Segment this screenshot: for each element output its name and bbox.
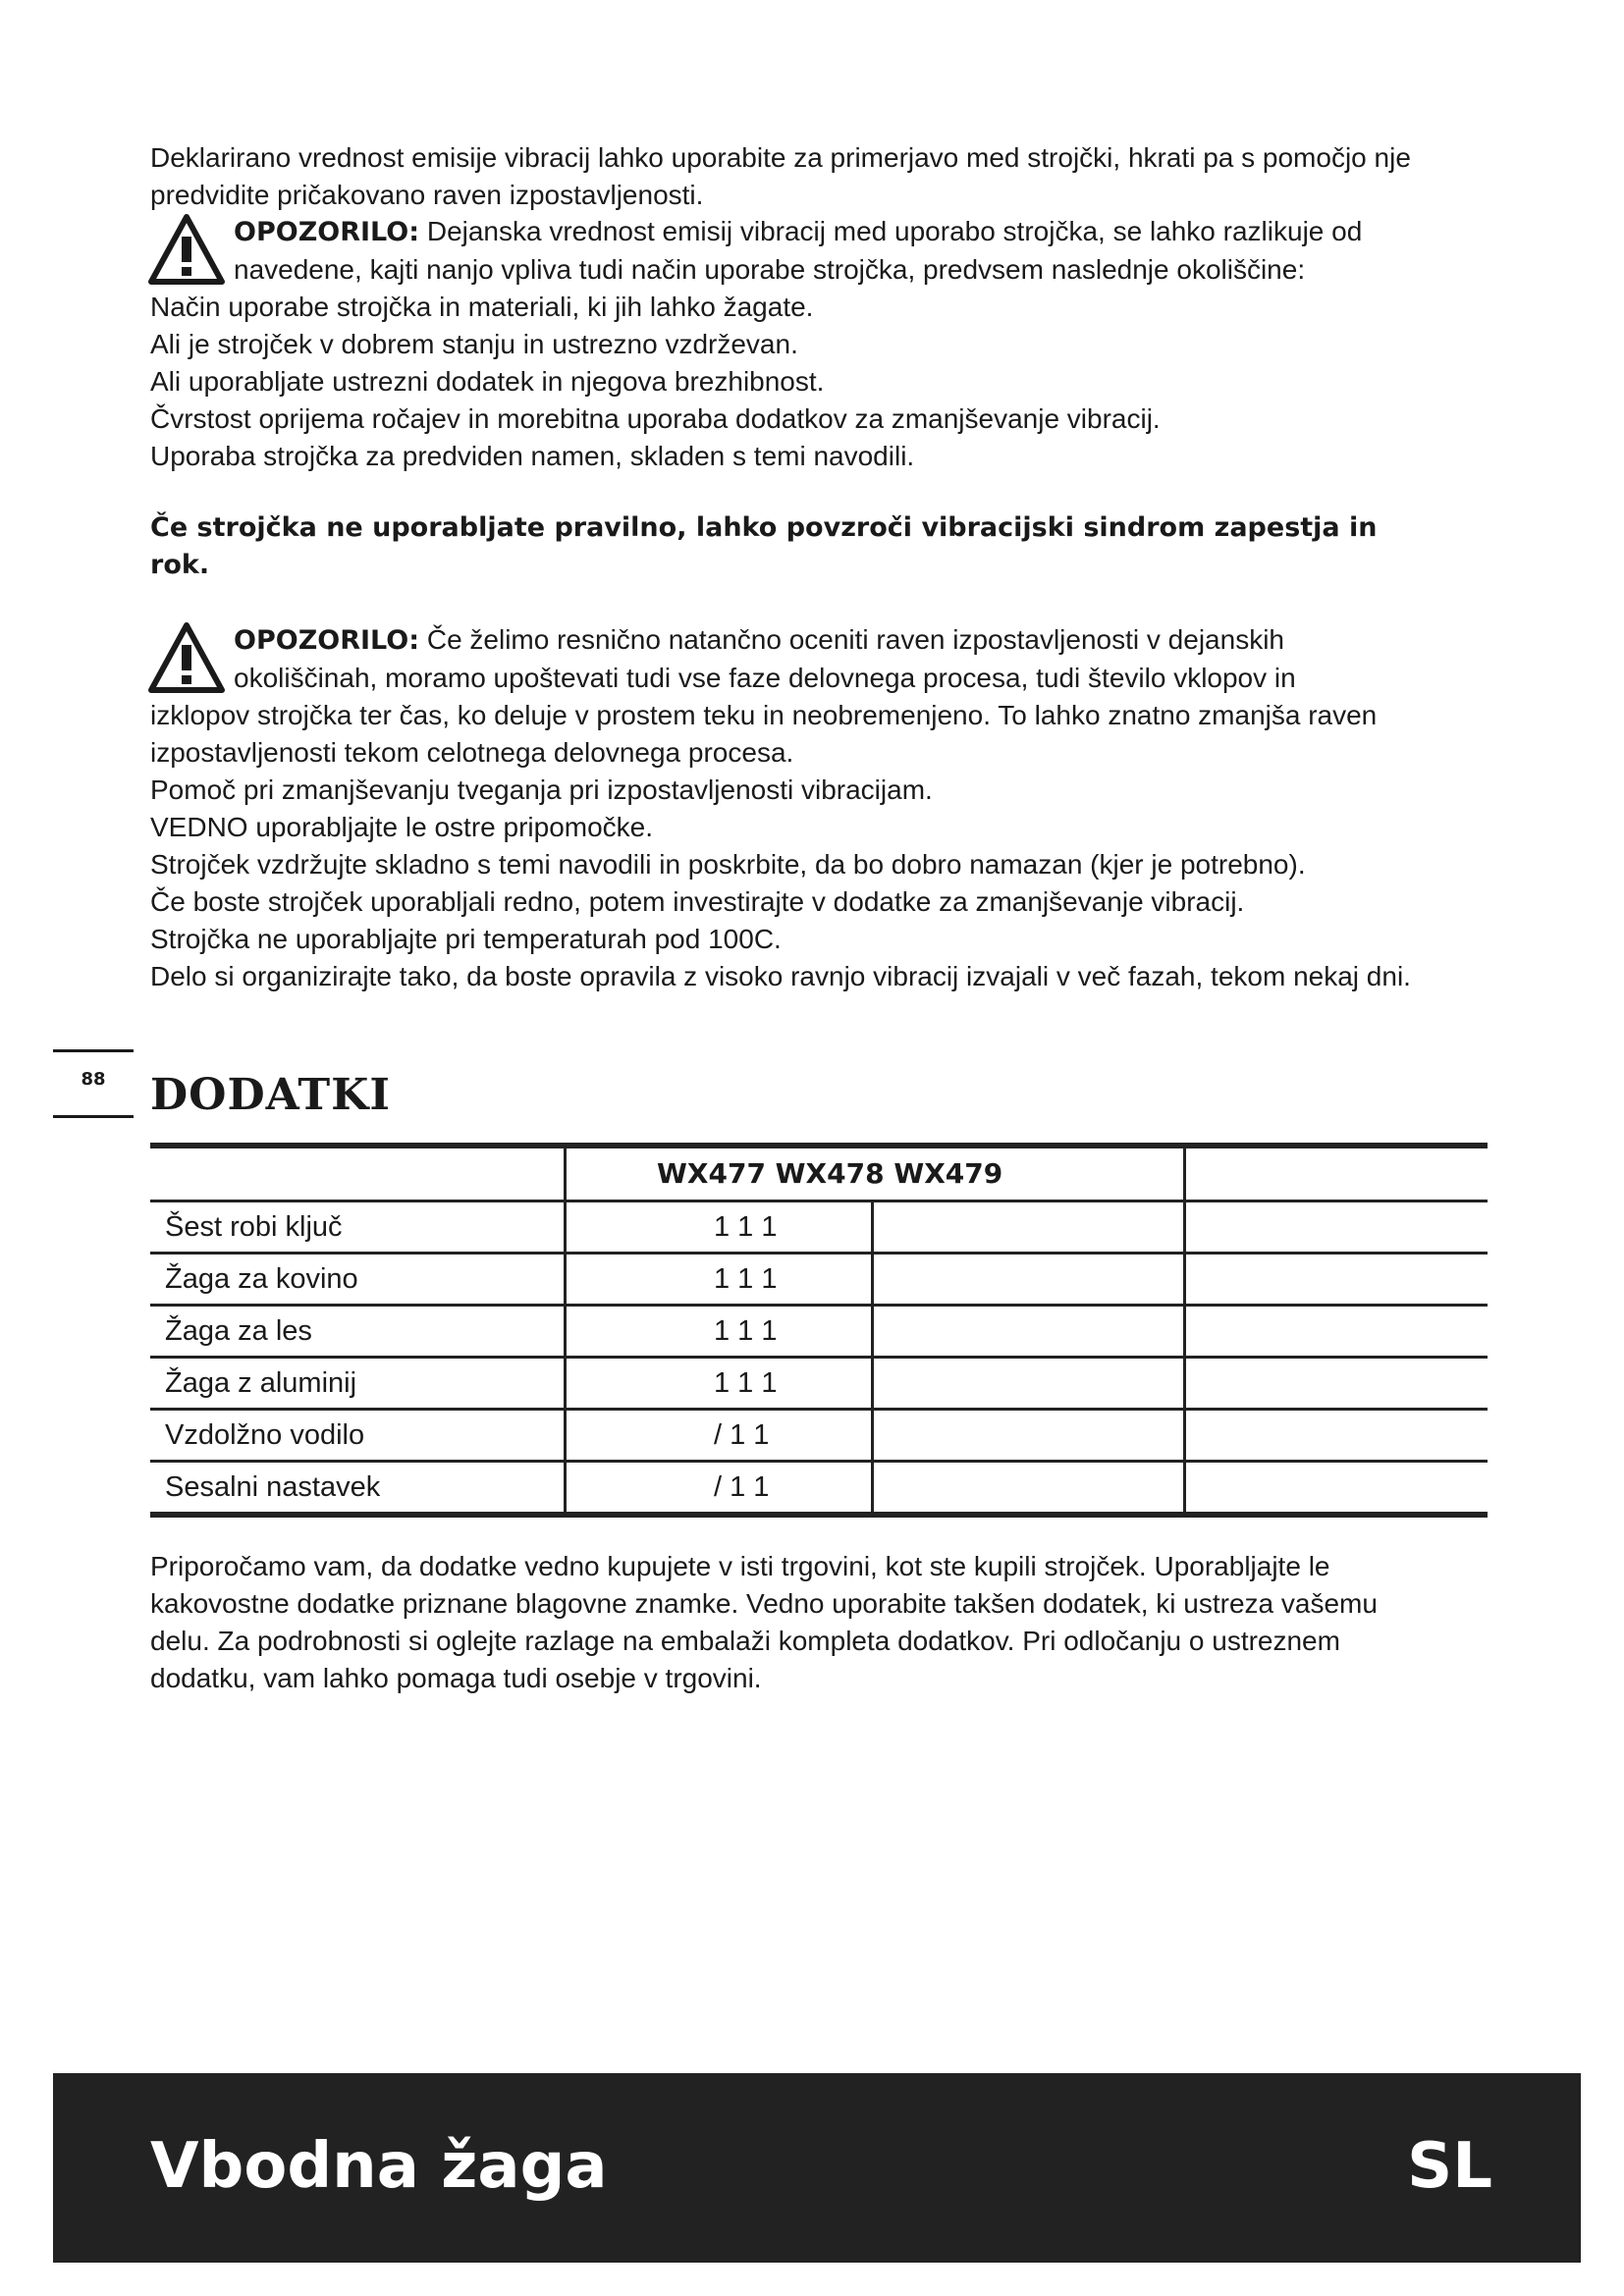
text-line: Deklarirano vrednost emisije vibracij lahko uporabite za primerjavo med strojčki, hkrati pa s pomočjo nje <box>150 142 1411 173</box>
table-row <box>150 1306 1488 1358</box>
table-cell <box>1185 1358 1489 1410</box>
footer-title: Vbodna žaga <box>150 2130 608 2203</box>
page-number: 88 <box>81 1069 106 1090</box>
table-cell <box>1185 1410 1489 1462</box>
table-row <box>150 1410 1488 1462</box>
text-line: Če boste strojček uporabljali redno, potem investirajte v dodatke za zmanjševanje vibracij. <box>150 886 1245 917</box>
divider <box>53 1115 134 1118</box>
text-line: izpostavljenosti tekom celotnega delovnega procesa. <box>150 737 794 768</box>
table-cell <box>873 1410 1185 1462</box>
table-cell <box>873 1462 1185 1516</box>
accessory-quantity: 1 1 1 <box>714 1210 778 1243</box>
text-line: Delo si organizirajte tako, da boste opravila z visoko ravnjo vibracij izvajali v več fazah, tekom nekaj dni. <box>150 961 1411 991</box>
table-cell <box>1185 1254 1489 1306</box>
text-line: delu. Za podrobnosti si oglejte razlage na embalaži kompleta dodatkov. Pri odločanju o ustreznem <box>150 1626 1340 1656</box>
conditions-list <box>150 289 1161 475</box>
text-line: Če strojčka ne uporabljate pravilno, lahko povzroči vibracijski sindrom zapestja in <box>150 512 1378 543</box>
outro-paragraph <box>150 1548 1378 1697</box>
text-line: dodatku, vam lahko pomaga tudi osebje v trgovini. <box>150 1663 762 1693</box>
text-line: Način uporabe strojčka in materiali, ki jih lahko žagate. <box>150 292 814 322</box>
warning-block-1 <box>147 213 1522 289</box>
language-code: SL <box>1407 2130 1492 2203</box>
table-cell <box>566 1306 873 1358</box>
table-cell <box>566 1201 873 1254</box>
page-number-marker <box>53 1049 134 1118</box>
table-cell <box>566 1358 873 1410</box>
text-line: izklopov strojčka ter čas, ko deluje v prostem teku in neobremenjeno. To lahko znatno zmanjša raven <box>150 700 1378 730</box>
text-line: Priporočamo vam, da dodatke vedno kupujete v isti trgovini, kot ste kupili strojček. Uporabljajte le <box>150 1551 1330 1581</box>
text-line: okoliščinah, moramo upoštevati tudi vse faze delovnega procesa, tudi število vklopov in <box>234 663 1296 693</box>
accessory-name: Sesalni nastavek <box>150 1462 566 1516</box>
model-header: WX477 WX478 WX479 <box>657 1157 1003 1190</box>
table-row <box>150 1358 1488 1410</box>
table-cell <box>1185 1462 1489 1516</box>
text-line: Če želimo resnično natančno oceniti raven izpostavljenosti v dejanskih <box>426 624 1284 655</box>
accessory-quantity: 1 1 1 <box>714 1262 778 1295</box>
text-line: Ali uporabljate ustrezni dodatek in njegova brezhibnost. <box>150 366 825 397</box>
table-header-row <box>150 1146 1488 1201</box>
divider <box>53 1049 134 1052</box>
table-cell <box>1185 1306 1489 1358</box>
table-cell <box>873 1358 1185 1410</box>
text-line: Dejanska vrednost emisij vibracij med uporabo strojčka, se lahko razlikuje od <box>426 216 1363 246</box>
warning-block-2 <box>147 621 1522 697</box>
bold-note <box>150 509 1378 584</box>
accessories-table <box>150 1143 1488 1518</box>
table-cell <box>1185 1201 1489 1254</box>
table-cell <box>1185 1146 1489 1201</box>
text-line: Čvrstost oprijema ročajev in morebitna uporaba dodatkov za zmanjševanje vibracij. <box>150 403 1161 434</box>
table-row <box>150 1201 1488 1254</box>
table-cell <box>150 1146 566 1201</box>
table-cell <box>566 1410 873 1462</box>
table-cell <box>566 1254 873 1306</box>
accessory-name: Žaga za les <box>150 1306 566 1358</box>
table-row <box>150 1462 1488 1516</box>
text-line: Pomoč pri zmanjševanju tveganja pri izpostavljenosti vibracijam. <box>150 774 933 805</box>
text-line: Ali je strojček v dobrem stanju in ustrezno vzdrževan. <box>150 329 798 359</box>
table-cell <box>873 1254 1185 1306</box>
accessory-quantity: / 1 1 <box>714 1418 770 1451</box>
intro-paragraph <box>150 139 1411 214</box>
section-heading: DODATKI <box>150 1070 391 1120</box>
text-line: rok. <box>150 550 210 580</box>
text-line: Uporaba strojčka za predviden namen, skladen s temi navodili. <box>150 441 915 471</box>
vibration-tips-list <box>150 697 1411 995</box>
warning-triangle-icon <box>147 213 226 286</box>
accessory-quantity: / 1 1 <box>714 1470 770 1503</box>
table-cell <box>873 1306 1185 1358</box>
table-cell <box>566 1462 873 1516</box>
text-line: predvidite pričakovano raven izpostavljenosti. <box>150 180 704 210</box>
warning-label: OPOZORILO: <box>234 217 420 247</box>
text-line: kakovostne dodatke priznane blagovne znamke. Vedno uporabite takšen dodatek, ki ustreza vašemu <box>150 1588 1378 1619</box>
accessory-quantity: 1 1 1 <box>714 1314 778 1347</box>
text-line: Strojčka ne uporabljajte pri temperaturah pod 100C. <box>150 924 782 954</box>
warning-label: OPOZORILO: <box>234 625 420 656</box>
footer-band <box>53 2073 1581 2263</box>
text-line: navedene, kajti nanjo vpliva tudi način uporabe strojčka, predvsem naslednje okoliščine: <box>234 254 1306 285</box>
table-header-cell <box>566 1146 1185 1201</box>
table-cell <box>873 1201 1185 1254</box>
accessory-quantity: 1 1 1 <box>714 1366 778 1399</box>
warning-triangle-icon <box>147 621 226 694</box>
accessory-name: Žaga z aluminij <box>150 1358 566 1410</box>
table-row <box>150 1254 1488 1306</box>
text-line: Strojček vzdržujte skladno s temi navodili in poskrbite, da bo dobro namazan (kjer je potrebno). <box>150 849 1306 880</box>
accessory-name: Vzdolžno vodilo <box>150 1410 566 1462</box>
text-line: VEDNO uporabljajte le ostre pripomočke. <box>150 812 654 842</box>
accessory-name: Žaga za kovino <box>150 1254 566 1306</box>
accessory-name: Šest robi ključ <box>150 1201 566 1254</box>
